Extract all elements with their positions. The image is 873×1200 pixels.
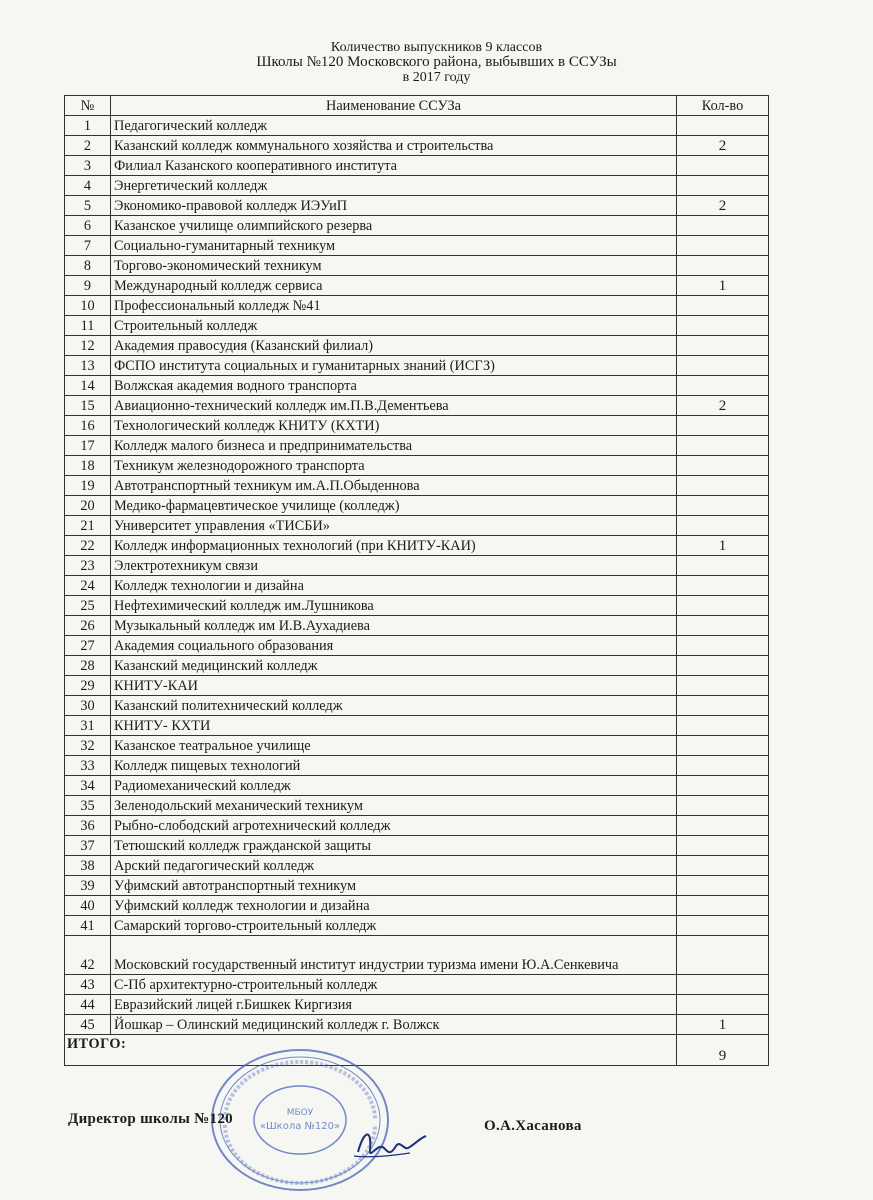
row-name: Нефтехимический колледж им.Лушникова <box>111 596 677 616</box>
row-num: 22 <box>65 536 111 556</box>
row-num: 1 <box>65 116 111 136</box>
row-count <box>677 216 769 236</box>
table-row <box>65 356 769 376</box>
row-name: Колледж информационных технологий (при КНИТУ-КАИ) <box>111 536 677 556</box>
row-num: 17 <box>65 436 111 456</box>
table-row <box>65 576 769 596</box>
row-count <box>677 496 769 516</box>
row-count <box>677 716 769 736</box>
table-row <box>65 416 769 436</box>
row-name: Международный колледж сервиса <box>111 276 677 296</box>
row-name: Академия правосудия (Казанский филиал) <box>111 336 677 356</box>
total-count: 9 <box>677 1035 769 1066</box>
table-row <box>65 916 769 936</box>
row-name: Московский государственный институт индустрии туризма имени Ю.А.Сенкевича <box>111 936 677 975</box>
table-row <box>65 196 769 216</box>
row-num: 9 <box>65 276 111 296</box>
row-count <box>677 336 769 356</box>
row-count <box>677 236 769 256</box>
row-num: 11 <box>65 316 111 336</box>
row-name: КНИТУ- КХТИ <box>111 716 677 736</box>
row-name: Волжская академия водного транспорта <box>111 376 677 396</box>
table-row <box>65 516 769 536</box>
row-count: 1 <box>677 276 769 296</box>
seal-text-1: МБОУ <box>286 1108 314 1118</box>
title-line-2: Школы №120 Московского района, выбывших в ССУЗы <box>256 54 617 70</box>
table-row <box>65 456 769 476</box>
row-count <box>677 756 769 776</box>
row-count <box>677 556 769 576</box>
row-num: 25 <box>65 596 111 616</box>
row-count <box>677 476 769 496</box>
table-row <box>65 975 769 995</box>
row-name: С-Пб архитектурно-строительный колледж <box>111 975 677 995</box>
row-count <box>677 516 769 536</box>
row-num: 21 <box>65 516 111 536</box>
row-name: Уфимский автотранспортный техникум <box>111 876 677 896</box>
row-num: 34 <box>65 776 111 796</box>
row-name: Арский педагогический колледж <box>111 856 677 876</box>
row-count <box>677 156 769 176</box>
table-row <box>65 776 769 796</box>
row-count <box>677 836 769 856</box>
table-header-row <box>65 96 769 116</box>
row-count <box>677 896 769 916</box>
table-row <box>65 136 769 156</box>
row-count <box>677 736 769 756</box>
row-count <box>677 656 769 676</box>
row-name: Радиомеханический колледж <box>111 776 677 796</box>
document-title <box>0 40 873 85</box>
row-count <box>677 916 769 936</box>
row-num: 23 <box>65 556 111 576</box>
row-num: 37 <box>65 836 111 856</box>
row-num: 35 <box>65 796 111 816</box>
row-num: 41 <box>65 916 111 936</box>
table-body <box>65 116 769 1035</box>
row-num: 13 <box>65 356 111 376</box>
table-row <box>65 316 769 336</box>
row-num: 28 <box>65 656 111 676</box>
header-name: Наименование ССУЗа <box>111 96 677 116</box>
row-num: 14 <box>65 376 111 396</box>
table-row <box>65 876 769 896</box>
table-row <box>65 676 769 696</box>
row-name: Казанский политехнический колледж <box>111 696 677 716</box>
row-num: 30 <box>65 696 111 716</box>
row-num: 6 <box>65 216 111 236</box>
row-count <box>677 816 769 836</box>
row-count <box>677 116 769 136</box>
row-name: Педагогический колледж <box>111 116 677 136</box>
row-name: КНИТУ-КАИ <box>111 676 677 696</box>
row-num: 43 <box>65 975 111 995</box>
row-num: 10 <box>65 296 111 316</box>
row-num: 39 <box>65 876 111 896</box>
row-name: Университет управления «ТИСБИ» <box>111 516 677 536</box>
table-row <box>65 236 769 256</box>
row-name: Авиационно-технический колледж им.П.В.Дементьева <box>111 396 677 416</box>
row-count <box>677 356 769 376</box>
table-row <box>65 936 769 975</box>
row-name: Йошкар – Олинский медицинский колледж г. Волжск <box>111 1015 677 1035</box>
row-name: ФСПО института социальных и гуманитарных знаний (ИСГЗ) <box>111 356 677 376</box>
row-count <box>677 796 769 816</box>
row-count <box>677 696 769 716</box>
table-row <box>65 616 769 636</box>
row-count <box>677 596 769 616</box>
row-count <box>677 456 769 476</box>
row-num: 44 <box>65 995 111 1015</box>
row-num: 8 <box>65 256 111 276</box>
table-row <box>65 756 769 776</box>
row-name: Торгово-экономический техникум <box>111 256 677 276</box>
row-num: 2 <box>65 136 111 156</box>
row-name: Электротехникум связи <box>111 556 677 576</box>
row-count: 1 <box>677 536 769 556</box>
table-row <box>65 1015 769 1035</box>
row-count: 2 <box>677 136 769 156</box>
table-row <box>65 396 769 416</box>
table-row <box>65 896 769 916</box>
row-count <box>677 936 769 975</box>
director-name: О.А.Хасанова <box>484 1118 582 1134</box>
row-count <box>677 256 769 276</box>
row-name: Академия социального образования <box>111 636 677 656</box>
row-count: 2 <box>677 196 769 216</box>
table-row <box>65 276 769 296</box>
row-num: 29 <box>65 676 111 696</box>
row-num: 5 <box>65 196 111 216</box>
row-count <box>677 316 769 336</box>
row-num: 40 <box>65 896 111 916</box>
row-name: Профессиональный колледж №41 <box>111 296 677 316</box>
row-name: Тетюшский колледж гражданской защиты <box>111 836 677 856</box>
row-num: 15 <box>65 396 111 416</box>
table-row <box>65 995 769 1015</box>
row-count: 2 <box>677 396 769 416</box>
director-position: Директор школы №120 <box>68 1111 233 1127</box>
header-count: Кол-во <box>677 96 769 116</box>
row-count <box>677 576 769 596</box>
table-row <box>65 816 769 836</box>
row-count <box>677 436 769 456</box>
row-count <box>677 416 769 436</box>
table-row <box>65 156 769 176</box>
row-num: 16 <box>65 416 111 436</box>
row-count <box>677 616 769 636</box>
row-name: Медико-фармацевтическое училище (колледж) <box>111 496 677 516</box>
row-count <box>677 975 769 995</box>
row-name: Музыкальный колледж им И.В.Аухадиева <box>111 616 677 636</box>
row-name: Автотранспортный техникум им.А.П.Обыденнова <box>111 476 677 496</box>
row-count <box>677 296 769 316</box>
table-row <box>65 376 769 396</box>
row-count <box>677 176 769 196</box>
table-row <box>65 256 769 276</box>
row-name: Самарский торгово-строительный колледж <box>111 916 677 936</box>
director-signature <box>350 1120 430 1170</box>
row-name: Социально-гуманитарный техникум <box>111 236 677 256</box>
row-num: 4 <box>65 176 111 196</box>
table-row <box>65 716 769 736</box>
table-row <box>65 856 769 876</box>
row-count: 1 <box>677 1015 769 1035</box>
graduates-table <box>64 95 769 1066</box>
row-num: 27 <box>65 636 111 656</box>
table-row <box>65 496 769 516</box>
table-row <box>65 336 769 356</box>
table-row <box>65 436 769 456</box>
row-num: 20 <box>65 496 111 516</box>
table-row <box>65 536 769 556</box>
row-num: 42 <box>65 936 111 975</box>
row-name: Уфимский колледж технологии и дизайна <box>111 896 677 916</box>
row-num: 19 <box>65 476 111 496</box>
row-num: 24 <box>65 576 111 596</box>
row-name: Казанский колледж коммунального хозяйства и строительства <box>111 136 677 156</box>
table-row <box>65 116 769 136</box>
row-num: 12 <box>65 336 111 356</box>
row-num: 45 <box>65 1015 111 1035</box>
row-name: Казанский медицинский колледж <box>111 656 677 676</box>
table-row <box>65 656 769 676</box>
table-row <box>65 636 769 656</box>
row-name: Казанское театральное училище <box>111 736 677 756</box>
row-name: Казанское училище олимпийского резерва <box>111 216 677 236</box>
table-row <box>65 736 769 756</box>
seal-text-2: «Школа №120» <box>259 1121 341 1132</box>
row-count <box>677 776 769 796</box>
table-row <box>65 176 769 196</box>
table-row <box>65 556 769 576</box>
row-num: 31 <box>65 716 111 736</box>
table-row <box>65 216 769 236</box>
row-num: 36 <box>65 816 111 836</box>
table-row <box>65 696 769 716</box>
row-num: 32 <box>65 736 111 756</box>
row-name: Колледж малого бизнеса и предпринимательства <box>111 436 677 456</box>
row-name: Техникум железнодорожного транспорта <box>111 456 677 476</box>
table-row <box>65 836 769 856</box>
row-count <box>677 676 769 696</box>
row-count <box>677 376 769 396</box>
table-row <box>65 296 769 316</box>
row-name: Технологический колледж КНИТУ (КХТИ) <box>111 416 677 436</box>
row-name: Экономико-правовой колледж ИЭУиП <box>111 196 677 216</box>
row-name: Евразийский лицей г.Бишкек Киргизия <box>111 995 677 1015</box>
row-name: Энергетический колледж <box>111 176 677 196</box>
row-num: 26 <box>65 616 111 636</box>
row-num: 18 <box>65 456 111 476</box>
row-name: Зеленодольский механический техникум <box>111 796 677 816</box>
row-count <box>677 876 769 896</box>
total-label: ИТОГО: <box>65 1035 677 1066</box>
table-row <box>65 796 769 816</box>
total-row <box>65 1035 769 1066</box>
row-name: Филиал Казанского кооперативного института <box>111 156 677 176</box>
row-num: 3 <box>65 156 111 176</box>
row-num: 7 <box>65 236 111 256</box>
row-num: 33 <box>65 756 111 776</box>
table-row <box>65 476 769 496</box>
header-num: № <box>65 96 111 116</box>
row-name: Рыбно-слободский агротехнический колледж <box>111 816 677 836</box>
row-num: 38 <box>65 856 111 876</box>
row-name: Колледж пищевых технологий <box>111 756 677 776</box>
row-count <box>677 856 769 876</box>
row-count <box>677 636 769 656</box>
table-row <box>65 596 769 616</box>
row-name: Строительный колледж <box>111 316 677 336</box>
title-line-1: Количество выпускников 9 классов <box>330 40 543 55</box>
row-name: Колледж технологии и дизайна <box>111 576 677 596</box>
title-line-3: в 2017 году <box>402 70 471 85</box>
row-count <box>677 995 769 1015</box>
